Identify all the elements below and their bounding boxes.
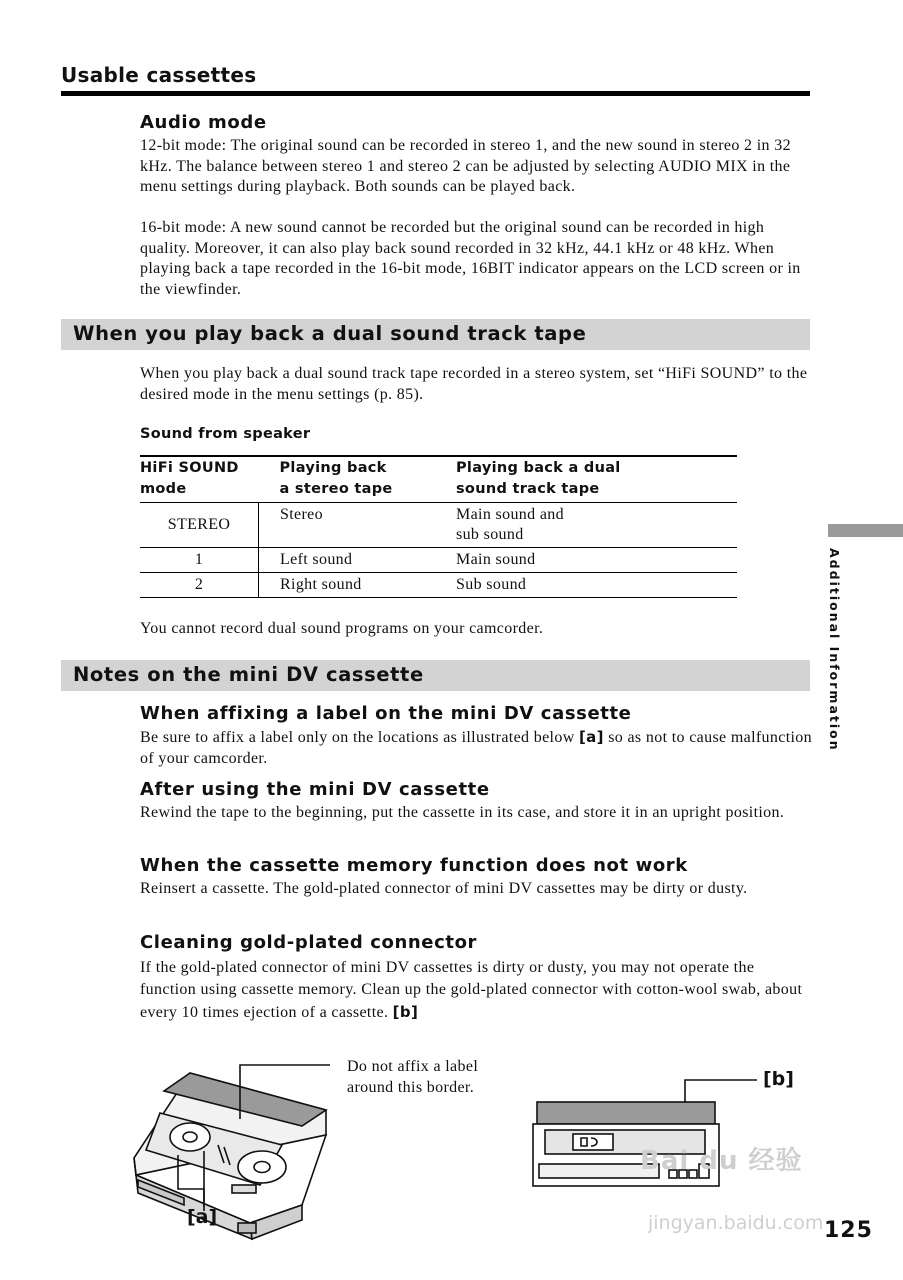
table-row xyxy=(140,503,737,548)
illustration-label-b: [b] xyxy=(763,1068,794,1090)
dual-sound-intro: When you play back a dual sound track tape recorded in a stereo system, set “HiFi SOUND” to the desired mode in the menu settings (p. 85). xyxy=(140,365,808,403)
dual-sound-note: You cannot record dual sound programs on your camcorder. xyxy=(140,620,544,637)
section-band-notes xyxy=(61,660,810,691)
ref-b: [b] xyxy=(392,1003,419,1021)
watermark-url: jingyan.baidu.com xyxy=(648,1212,824,1234)
header-rule xyxy=(61,91,810,96)
sound-from-speaker-title: Sound from speaker xyxy=(140,426,311,442)
mode-cell: 2 xyxy=(140,573,259,598)
section-title-dual-sound: When you play back a dual sound track tape xyxy=(73,322,587,345)
mode-cell: 1 xyxy=(140,548,259,573)
stereo-tape-cell: Right sound xyxy=(280,576,362,593)
dual-tape-cell: Sub sound xyxy=(456,576,527,593)
label-paragraph: Be sure to affix a label only on the locations as illustrated below [a] so as not to cause malfunction of your camcorder. xyxy=(140,728,812,767)
callout-note: Do not affix a label around this border. xyxy=(347,1058,479,1096)
header-hifi-sound-mode: HiFi SOUND mode xyxy=(140,460,239,497)
stereo-tape-cell: Left sound xyxy=(280,551,353,568)
page-header-title: Usable cassettes xyxy=(61,63,257,87)
table-header-row xyxy=(140,456,737,503)
ref-a: [a] xyxy=(578,728,604,746)
dual-tape-cell: Main sound xyxy=(456,551,536,568)
audio-mode-heading: Audio mode xyxy=(140,112,267,133)
cleaning-paragraph: If the gold-plated connector of mini DV cassettes is dirty or dusty, you may not operate the function using cassette memory. Clean up the gold-plated connector with cotton-wool swab, about every 10 times ejection of a cassette. [b] xyxy=(140,959,803,1021)
audio-mode-12bit-paragraph: 12-bit mode: The original sound can be recorded in stereo 1, and the new sound in stereo 2 in 32 kHz. The balance between stereo 1 and stereo 2 can be adjusted by selecting AUDIO MIX in the menu settings during playback. Both sounds can be played back. xyxy=(140,137,791,196)
memory-paragraph: Reinsert a cassette. The gold-plated connector of mini DV cassettes may be dirty or dusty. xyxy=(140,880,748,897)
side-tab-marker xyxy=(828,524,903,537)
dual-tape-cell: Main sound and sub sound xyxy=(456,506,565,543)
sound-mode-table xyxy=(140,455,737,598)
illustration-label-a: [a] xyxy=(187,1206,218,1228)
cassette-connector-illustration xyxy=(525,1060,765,1200)
memory-heading: When the cassette memory function does not work xyxy=(140,855,688,876)
cleaning-heading: Cleaning gold-plated connector xyxy=(140,932,478,953)
header-stereo-tape: Playing back a stereo tape xyxy=(279,460,393,497)
header-dual-tape: Playing back a dual sound track tape xyxy=(456,460,621,497)
section-band-dual-sound xyxy=(61,319,810,350)
watermark-brand: Bai du 经验 xyxy=(640,1146,803,1176)
after-use-heading: After using the mini DV cassette xyxy=(140,779,490,800)
audio-mode-16bit-paragraph: 16-bit mode: A new sound cannot be recorded but the original sound can be recorded in high quality. Moreover, it can also play back sound recorded in 32 kHz, 44.1 kHz or 48 kHz. When playing back a tape recorded in the 16-bit mode, 16BIT indicator appears on the LCD screen or in the viewfinder. xyxy=(140,219,801,299)
table-row xyxy=(140,548,737,573)
table-row xyxy=(140,573,737,598)
label-heading: When affixing a label on the mini DV cassette xyxy=(140,703,632,724)
section-title-notes: Notes on the mini DV cassette xyxy=(73,663,424,686)
stereo-tape-cell: Stereo xyxy=(280,506,323,523)
mode-cell: STEREO xyxy=(140,503,259,548)
after-use-paragraph: Rewind the tape to the beginning, put the cassette in its case, and store it in an upright position. xyxy=(140,804,785,821)
page-number: 125 xyxy=(824,1218,873,1243)
side-tab-label: Additional Information xyxy=(827,548,842,752)
